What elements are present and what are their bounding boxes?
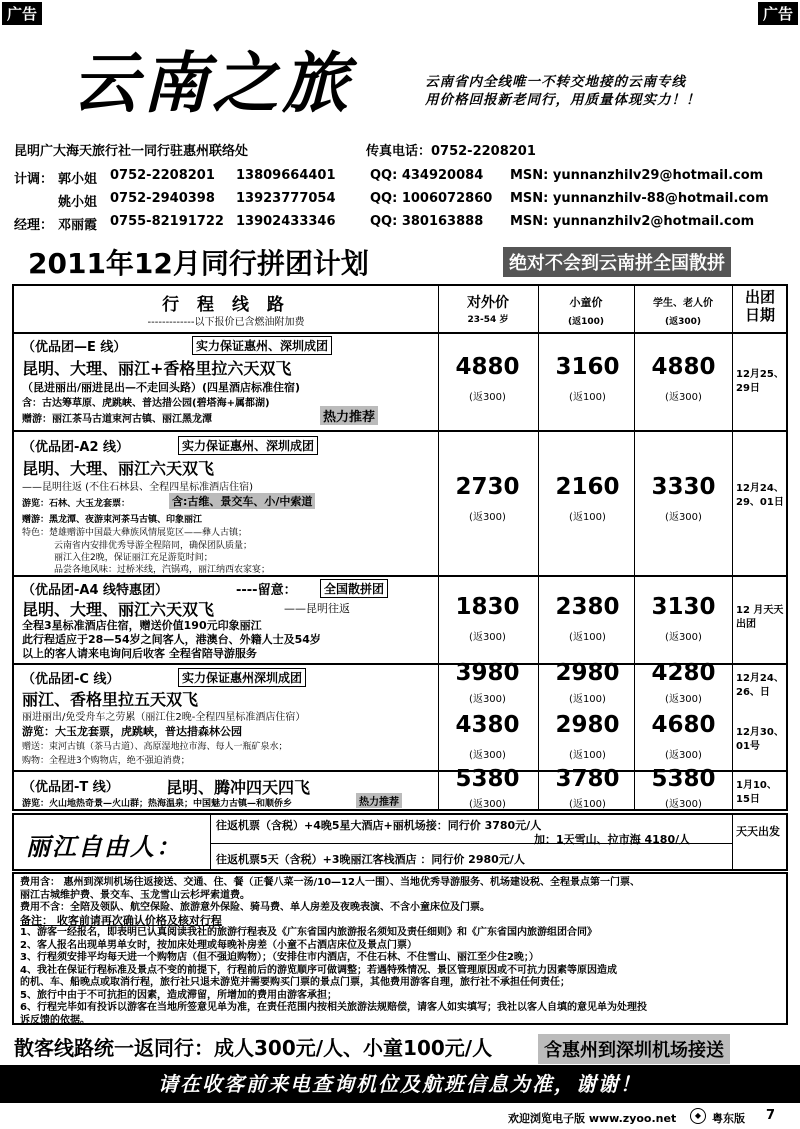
rebate: (返300)	[469, 632, 506, 643]
price-senior: 4880	[651, 354, 716, 380]
plan-badge: 绝对不会到云南拼全国散拼	[503, 247, 731, 277]
contact-name: 姚小姐	[58, 195, 98, 210]
tour-line: 全程3星标准酒店住宿，赠送价值190元印象丽江	[22, 619, 262, 632]
rebate: (返100)	[569, 694, 606, 705]
header-child-sub: (返100)	[567, 317, 604, 327]
tour-name: （优品团—E 线）	[22, 340, 127, 355]
note-line: 的机、车、船晚点或取消行程，旅行社只退未游览并需要购买门票的景点门票，其他费用游客自理，旅行社不承担任何责任；	[20, 977, 570, 988]
tour-date: 12月24、29、01日	[736, 483, 784, 508]
rebate: (返300)	[665, 632, 702, 643]
note-line: 3、行程须安排平均每天进一个购物店（但不强迫购物）；（安排住市内酒店，不住石林、不住雪山、丽江至少住2晚；）	[20, 952, 539, 963]
tour-line: 以上的客人请来电询问后收客 全程省陪导游服务	[22, 647, 257, 660]
tour-line: 赠送：束河古镇（茶马古道）、高原湿地拉市海、每人一瓶矿泉水；	[22, 742, 288, 752]
tour-title: 昆明、大理、丽江+香格里拉六天双飞	[22, 359, 292, 378]
free-title: 丽江自由人：	[26, 833, 182, 861]
free-date: 天天出发	[736, 825, 780, 838]
rebate: (返300)	[665, 694, 702, 705]
tour-badge: 实力保证惠州深圳成团	[178, 668, 306, 687]
note-heading: 备注： 收客前请再次确认价格及核对行程	[20, 913, 222, 927]
price-child: 2380	[555, 594, 620, 620]
tour-line: 含：古达筹草原、虎跳峡、普达措公园(碧塔海+属都湖)	[22, 398, 270, 409]
tour-line: 赠游：黑龙潭、夜游束河茶马古镇、印象丽江	[22, 515, 203, 525]
tour-highlight: 含:古维、景交车、小/中索道	[169, 493, 315, 509]
tour-line: （昆进丽出/丽进昆出—不走回头路）(四星酒店标准住宿)	[22, 381, 301, 394]
tour-date: 12 月天天出团	[736, 605, 784, 630]
free-line: 往返机票5天（含税）+3晚丽江客栈酒店 ：同行价 2980元/人	[216, 853, 525, 866]
contact-tel: 0755-82191722	[110, 214, 224, 229]
tour-line: 游览：大玉龙套票，虎跳峡，普达措森林公园	[22, 725, 242, 738]
rebate: (返300)	[469, 392, 506, 403]
transfer-badge: 含惠州到深圳机场接送	[538, 1034, 730, 1064]
slogan-2: 用价格回报新老同行，用质量体现实力！！	[425, 92, 701, 108]
tour-line: 品尝各地风味：过桥米线，汽锅鸡，丽江纳西农家宴；	[54, 565, 271, 575]
header-child: 小童价	[569, 296, 603, 309]
note-line: 诉反馈的依据。	[20, 1014, 90, 1026]
price-adult: 1830	[455, 594, 520, 620]
price-adult: 4380	[455, 712, 520, 738]
tour-line: 游览：石林、大玉龙套票：	[22, 499, 131, 509]
tour-badge: 全国散拼团	[320, 579, 388, 598]
note-line: 2、客人报名出现单男单女时，按加床处理或每晚补房差（小童不占酒店床位及景点门票）	[20, 939, 417, 951]
contact-qq: QQ: 1006072860	[370, 191, 493, 206]
rebate: (返100)	[569, 392, 606, 403]
tour-name: （优品团-A4 线特惠团）	[22, 583, 169, 598]
contact-name: 郭小姐	[58, 172, 98, 187]
fax: 传真电话：0752-2208201	[366, 144, 536, 159]
rebate: (返300)	[665, 750, 702, 761]
site-url: 欢迎浏览电子版 www.zyoo.net	[508, 1112, 677, 1125]
free-traveler-box	[12, 813, 788, 871]
contact-role: 经理：	[14, 218, 54, 233]
plan-title: 2011年12月同行拼团计划	[28, 247, 369, 280]
price-child: 2980	[555, 712, 620, 738]
ad-tag-left: 广告	[2, 2, 42, 25]
header-route-note: -------------以下报价已含燃油附加费	[147, 317, 305, 328]
price-adult: 4880	[455, 354, 520, 380]
edition: 粤东版	[712, 1112, 745, 1125]
contact-qq: QQ: 434920084	[370, 168, 484, 183]
tour-title: 丽江、香格里拉五天双飞	[22, 690, 199, 709]
price-child: 3780	[555, 766, 620, 792]
contact-role: 计调：	[14, 172, 54, 187]
rebate: (返100)	[569, 512, 606, 523]
price-senior: 4680	[651, 712, 716, 738]
tour-title: 昆明、大理、丽江六天双飞	[22, 459, 215, 478]
note-line: 6、行程完毕如有投诉以游客在当地所签意见单为准，在责任范围内按相关旅游法规赔偿，请客人如实填写；我社以客人自填的意见单为处理投	[20, 1002, 647, 1013]
contact-msn: MSN: yunnanzhilv29@hotmail.com	[510, 168, 764, 183]
agency-name: 昆明广大海天旅行社一同行驻惠州联络处	[14, 144, 249, 159]
tour-line: 购物：全程进3个购物店，绝不强迫消费；	[22, 756, 190, 766]
footer-banner: 请在收客前来电查询机位及航班信息为准，谢谢！	[0, 1065, 800, 1103]
tour-line: 游览：火山地热奇景—火山群；热海温泉；中国魅力古镇—和顺侨乡	[22, 799, 293, 809]
tour-name: （优品团-T 线）	[22, 780, 119, 795]
note-line: 费用含： 惠州到深圳机场往返接送、交通、住、餐（正餐八菜一汤/10—12人一围）、当地优秀导游服务、机场建设税、全程景点第一门票、	[20, 877, 640, 888]
contact-mobile: 13902433346	[236, 214, 336, 229]
tour-line: ——昆明往返 (不住石林县、全程四星标准酒店住宿)	[22, 482, 253, 493]
header-route: 行 程 线 路	[162, 295, 290, 315]
logo: 云南之旅	[72, 44, 352, 122]
header-date: 出团日期	[744, 288, 775, 324]
tour-line: 丽进丽出/免受舟车之劳累（丽江住2晚-全程四星标准酒店住宿）	[22, 712, 306, 723]
tour-line: 丽江入住2晚，保证丽江充足游览时间；	[54, 553, 213, 563]
price-senior: 4280	[651, 660, 716, 686]
rebate: (返300)	[469, 694, 506, 705]
hot-badge: 热力推荐	[356, 793, 402, 808]
rebate: (返300)	[469, 799, 506, 810]
note-line: 丽江古城维护费、景交车、玉龙雪山云杉坪索道费。	[20, 889, 250, 901]
tour-date: 12月30、01号	[736, 727, 784, 752]
price-adult: 2730	[455, 474, 520, 500]
tour-title-tail: ——昆明往返	[284, 602, 350, 615]
tour-table	[12, 284, 788, 811]
rebate: (返300)	[469, 750, 506, 761]
note-line: 1、游客一经报名，即表明已认真阅读我社的旅游行程表及《广东省国内旅游报名须知及责任细则》和《广东省国内旅游组团合同》	[20, 927, 597, 938]
tour-badge: 实力保证惠州、深圳成团	[178, 436, 318, 455]
free-line: 加：1天雪山、拉市海 4180/人	[534, 833, 691, 846]
tour-date: 12月25、29日	[736, 369, 784, 394]
free-line: 往返机票（含税）+4晚5星大酒店+丽机场接：同行价 3780元/人	[216, 819, 542, 832]
price-senior: 5380	[651, 766, 716, 792]
note-line: 5、旅行中由于不可抗拒的因素，造成滞留，所增加的费用由游客承担；	[20, 989, 337, 1001]
contact-qq: QQ: 380163888	[370, 214, 484, 229]
rebate: (返100)	[569, 799, 606, 810]
note-line: 费用不含：全陪及领队、航空保险、旅游意外保险、骑马费、单人房差及夜晚表演、不含小童床位及门票。	[20, 902, 490, 913]
tour-name: （优品团-C 线）	[22, 672, 120, 687]
rebate: (返300)	[469, 512, 506, 523]
emblem-icon: ◆	[690, 1108, 706, 1124]
price-child: 2980	[555, 660, 620, 686]
tour-name: （优品团-A2 线）	[22, 440, 130, 455]
contact-name: 邓丽霞	[58, 218, 98, 233]
tour-date: 1月10、15日	[736, 780, 777, 805]
contact-mobile: 13809664401	[236, 168, 336, 183]
price-senior: 3130	[651, 594, 716, 620]
tour-date: 12月24、26、日	[736, 673, 784, 698]
page-number: 7	[766, 1108, 776, 1123]
contact-tel: 0752-2208201	[110, 168, 215, 183]
rebate-summary: 散客线路统一返同行：成人300元/人、小童100元/人	[14, 1036, 493, 1060]
rebate: (返300)	[665, 392, 702, 403]
tour-line: 特色：楚雄赠游中国最大彝族风情展览区——彝人古镇；	[22, 528, 248, 538]
header-senior: 学生、老人价	[653, 298, 713, 309]
contact-msn: MSN: yunnanzhilv-88@hotmail.com	[510, 191, 769, 206]
contact-tel: 0752-2940398	[110, 191, 215, 206]
tour-line: 云南省内安排优秀导游全程陪同，确保团队质量；	[54, 541, 253, 551]
price-adult: 3980	[455, 660, 520, 686]
slogan-1: 云南省内全线唯一不转交地接的云南专线	[425, 74, 686, 90]
contact-mobile: 13923777054	[236, 191, 336, 206]
price-child: 3160	[555, 354, 620, 380]
price-child: 2160	[555, 474, 620, 500]
tour-title: 昆明、大理、丽江六天双飞	[22, 600, 215, 619]
tour-notice: ----留意：	[236, 583, 297, 598]
rebate: (返300)	[665, 799, 702, 810]
tour-line: 此行程适应于28—54岁之间客人，港澳台、外籍人士及54岁	[22, 633, 321, 646]
header-price: 对外价	[467, 295, 509, 311]
tour-title: 昆明、腾冲四天四飞	[166, 778, 311, 797]
rebate: (返100)	[569, 750, 606, 761]
price-adult: 5380	[455, 766, 520, 792]
header-senior-sub: (返300)	[664, 317, 701, 327]
header-price-sub: 23-54 岁	[467, 315, 509, 325]
rebate: (返300)	[665, 512, 702, 523]
price-senior: 3330	[651, 474, 716, 500]
contact-msn: MSN: yunnanzhilv2@hotmail.com	[510, 214, 755, 229]
tour-line: 赠游：丽江茶马古道束河古镇、丽江黑龙潭	[22, 414, 212, 425]
rebate: (返100)	[569, 632, 606, 643]
note-line: 4、我社在保证行程标准及景点不变的前提下，行程前后的游览顺序可做调整；若遇特殊情况、景区管理原因或不可抗力因素等原因造成	[20, 964, 617, 976]
tour-badge: 实力保证惠州、深圳成团	[192, 336, 332, 355]
ad-tag-right: 广告	[758, 2, 798, 25]
hot-badge: 热力推荐	[320, 406, 378, 425]
notes-box	[12, 872, 788, 1025]
